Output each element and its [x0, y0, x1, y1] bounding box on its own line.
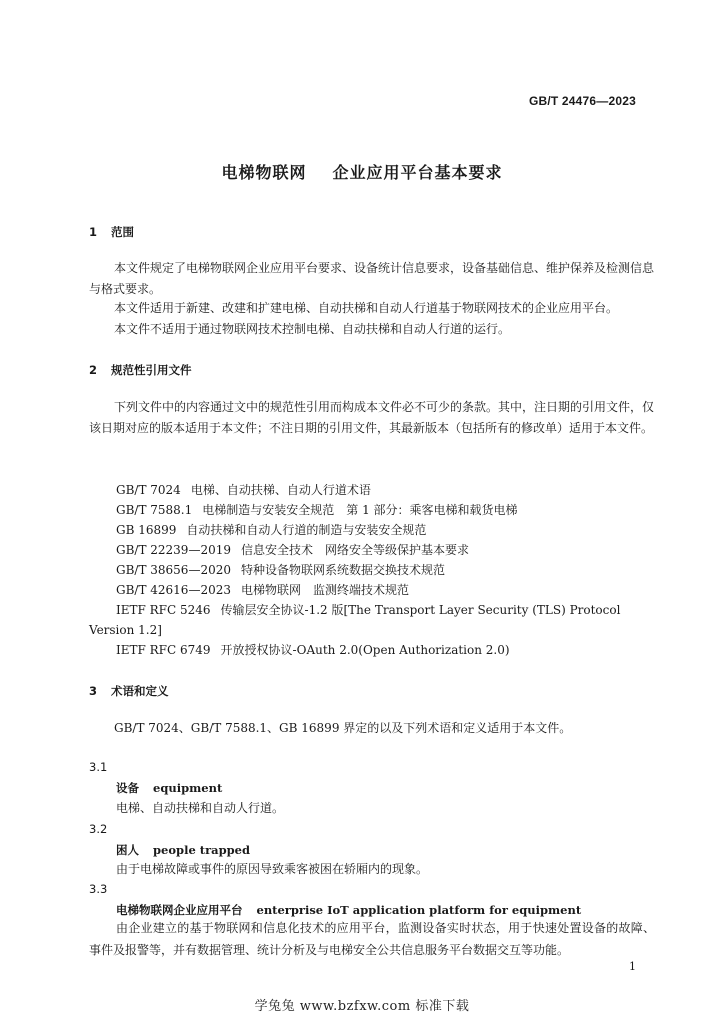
term-definition: 由企业建立的基于物联网和信息化技术的应用平台，监测设备实时状态，用于快速处置设备的故障、事件及报警等，并有数据管理、统计分析及与电梯安全公共信息服务平台数据交互等功能。 [89, 921, 655, 957]
reference-item: IETF RFC 5246 传输层安全协议-1.2 版[The Transport Layer Security (TLS) Protocol Version 1.2] [89, 603, 621, 637]
title-part-2: 企业应用平台基本要求 [332, 163, 503, 182]
term-heading: 电梯物联网企业应用平台 enterprise IoT application platform for equipment [116, 903, 582, 917]
term-heading: 困人 people trapped [116, 843, 251, 857]
section-2-heading: 2 规范性引用文件 [89, 363, 192, 377]
term-definition: 电梯、自动扶梯和自动人行道。 [116, 801, 285, 815]
term-number: 3.2 [89, 822, 108, 836]
document-title [0, 160, 724, 183]
reference-item: GB/T 7024 电梯、自动扶梯、自动人行道术语 [116, 483, 371, 497]
term-number: 3.3 [89, 882, 108, 896]
section-3-paragraph-1: GB/T 7024、GB/T 7588.1、GB 16899 界定的以及下列术语和定义适用于本文件。 [114, 721, 572, 735]
section-3-heading: 3 术语和定义 [89, 684, 169, 698]
reference-item: GB/T 38656—2020 特种设备物联网系统数据交换技术规范 [116, 563, 445, 577]
page-number: 1 [629, 960, 636, 973]
term-heading: 设备 equipment [116, 781, 223, 795]
title-part-1: 电梯物联网 [221, 163, 307, 182]
section-1-paragraph-1: 本文件规定了电梯物联网企业应用平台要求、设备统计信息要求，设备基础信息、维护保养及检测信息与格式要求。 [89, 261, 655, 296]
reference-item: GB 16899 自动扶梯和自动人行道的制造与安装安全规范 [116, 523, 427, 537]
reference-item: GB/T 42616—2023 电梯物联网 监测终端技术规范 [116, 583, 409, 597]
term-number: 3.1 [89, 760, 108, 774]
section-2-paragraph-1: 下列文件中的内容通过文中的规范性引用而构成本文件必不可少的条款。其中，注日期的引用文件，仅该日期对应的版本适用于本文件；不注日期的引用文件，其最新版本（包括所有的修改单）适用于本文件。 [89, 400, 655, 435]
term-definition: 由于电梯故障或事件的原因导致乘客被困在轿厢内的现象。 [116, 862, 429, 876]
reference-item: IETF RFC 6749 开放授权协议-OAuth 2.0(Open Authorization 2.0) [116, 643, 510, 657]
section-1-paragraph-2: 本文件适用于新建、改建和扩建电梯、自动扶梯和自动人行道基于物联网技术的企业应用平台。 [114, 301, 619, 315]
reference-item: GB/T 7588.1 电梯制造与安装安全规范 第 1 部分：乘客电梯和载货电梯 [116, 503, 518, 517]
reference-item: GB/T 22239—2019 信息安全技术 网络安全等级保护基本要求 [116, 543, 469, 557]
footer-watermark[interactable]: 学兔兔 www.bzfxw.com 标准下载 [254, 999, 470, 1014]
section-1-paragraph-3: 本文件不适用于通过物联网技术控制电梯、自动扶梯和自动人行道的运行。 [114, 322, 511, 336]
section-1-heading: 1 范围 [89, 225, 134, 239]
standard-code: GB/T 24476—2023 [528, 94, 636, 108]
